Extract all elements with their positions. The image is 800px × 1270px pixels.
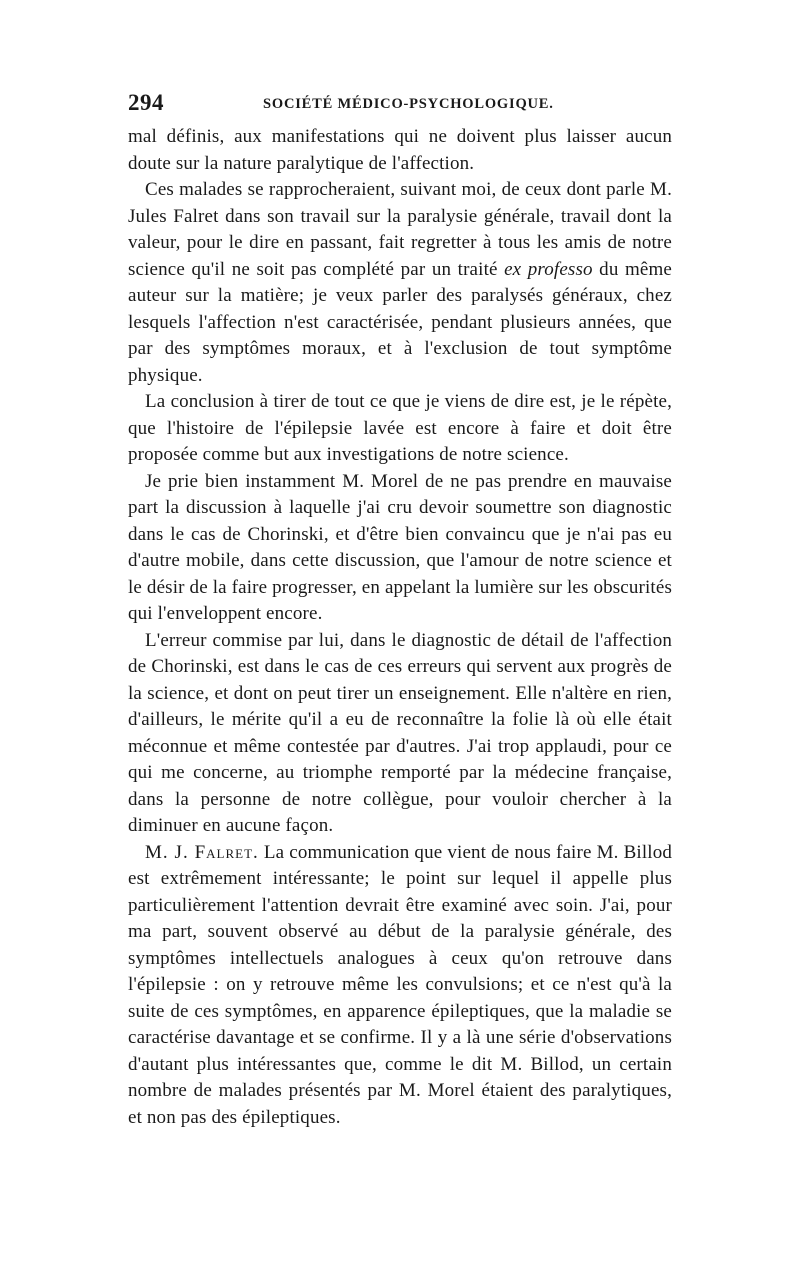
running-head: SOCIÉTÉ MÉDICO-PSYCHOLOGIQUE. — [263, 96, 554, 112]
paragraph-2-text-after: du même auteur sur la matière; je veux parler des paralysés généraux, chez lesquels l'affection n'est caractérisée, pendant plusieurs années, que par des symptômes moraux, et à l'exclusion de tout symptôme physique. — [128, 258, 672, 386]
paragraph-2 — [128, 177, 672, 389]
paragraph-6-text: La communication que vient de nous faire M. Billod est extrêmement intéressante; le point sur lequel il appelle plus particulièrement l'attention devrait être examiné avec soin. J'ai, pour ma part, souvent observé au début de la paralysie générale, des symptômes intellectuels analogues à ceux qu'on retrouve dans l'épilepsie : on y retrouve même les convulsions; et ce n'est qu'à la suite de ces symptômes, en apparence épileptiques, que la maladie se caractérise davantage et se confirme. Il y a là une série d'observations d'autant plus intéressantes que, comme le dit M. Billod, un certain nombre de malades présentés par M. Morel étaient des paralytiques, et non pas des épileptiques. — [128, 841, 672, 1128]
body-text — [128, 124, 672, 1131]
paragraph-2-text-before: Ces malades se rapprocheraient, suivant moi, de ceux dont parle M. Jules Falret dans son travail sur la paralysie générale, travail dont la valeur, pour le dire en passant, fait regretter à tous les amis de notre science qu'il ne soit pas complété par un traité — [128, 179, 672, 280]
paragraph-4-text: Je prie bien instamment M. Morel de ne pas prendre en mauvaise part la discussion à laquelle j'ai cru devoir soumettre son diagnostic dans le cas de Chorinski, et d'être bien convaincu que je n'ai pas eu d'autre mobile, dans cette discussion, que l'amour de notre science et le désir de la faire progresser, en appelant la lumière sur les obscurités qui l'enveloppent encore. — [128, 470, 672, 624]
paragraph-2-emphasis: ex professo — [504, 258, 593, 280]
paragraph-1 — [128, 124, 672, 177]
page-number: 294 — [128, 90, 164, 115]
page-header — [128, 90, 672, 118]
paragraph-3-text: La conclusion à tirer de tout ce que je viens de dire est, je le répète, que l'histoire de l'épilepsie lavée est encore à faire et doit être proposée comme but aux investigations de notre science. — [128, 391, 672, 465]
paragraph-5-text: L'erreur commise par lui, dans le diagnostic de détail de l'affection de Chorinski, est dans le cas de ces erreurs qui servent aux progrès de la science, et dont on peut tirer un enseignement. Elle n'altère en rien, d'ailleurs, le mérite qu'il a eu de reconnaître la folie là où elle était méconnue et même contestée par d'autres. J'ai trop applaudi, pour ce qui me concerne, au triomphe remporté par la médecine française, dans la personne de notre collègue, pour vouloir chercher à la diminuer en aucune façon. — [128, 629, 672, 836]
paragraph-3 — [128, 389, 672, 469]
paragraph-6 — [128, 840, 672, 1132]
paragraph-1-text: mal définis, aux manifestations qui ne doivent plus laisser aucun doute sur la nature paralytique de l'affection. — [128, 126, 672, 174]
paragraph-5 — [128, 628, 672, 840]
speaker-name: M. J. Falret. — [145, 841, 259, 863]
paragraph-4 — [128, 469, 672, 628]
